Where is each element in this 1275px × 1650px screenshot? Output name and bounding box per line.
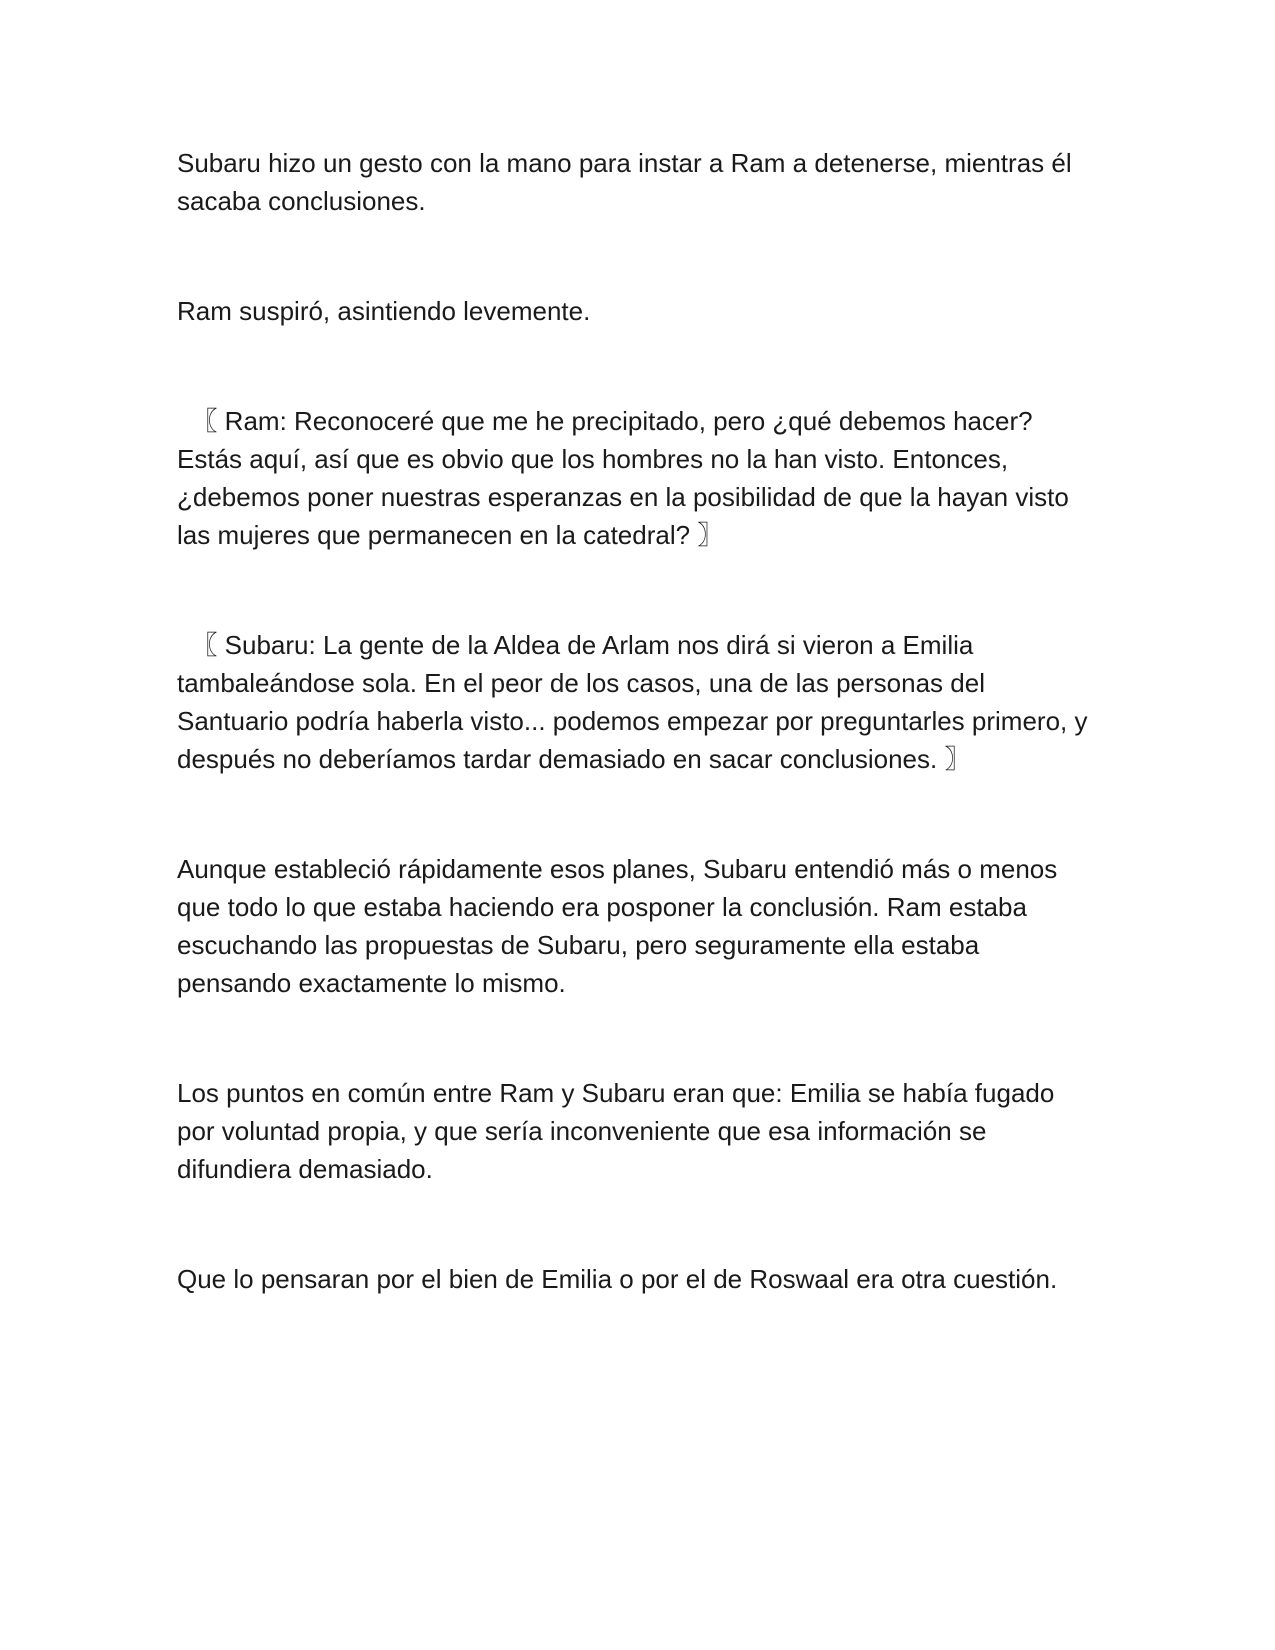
paragraph-2: Ram suspiró, asintiendo levemente.: [177, 296, 591, 326]
paragraph-spacer: [177, 330, 1097, 402]
document-body: [177, 144, 1097, 1298]
paragraph-1: Subaru hizo un gesto con la mano para instar a Ram a detenerse, mientras él sacaba conclusiones.: [177, 148, 1079, 216]
paragraph-5: Aunque estableció rápidamente esos planes, Subaru entendió más o menos que todo lo que estaba haciendo era posponer la conclusión. Ram estaba escuchando las propuestas de Subaru, pero seguramente ella estaba pensando exactamente lo mismo.: [177, 854, 1065, 998]
paragraph-4-dialogue-subaru: 〖 Subaru: La gente de la Aldea de Arlam nos dirá si vieron a Emilia tambaleándose sola. En el peor de los casos, una de las personas del Santuario podría haberla visto... podemos empezar por preguntarles primero, y después no deberíamos tardar demasiado en sacar conclusiones. 〗: [177, 630, 1095, 774]
paragraph-3-dialogue-ram: 〖 Ram: Reconoceré que me he precipitado, pero ¿qué debemos hacer? Estás aquí, así que es obvio que los hombres no la han visto. Entonces, ¿debemos poner nuestras esperanzas en la posibilidad de que la hayan visto las mujeres que permanecen en la catedral? 〗: [177, 406, 1077, 550]
paragraph-spacer: [177, 1002, 1097, 1074]
paragraph-spacer: [177, 220, 1097, 292]
paragraph-6: Los puntos en común entre Ram y Subaru eran que: Emilia se había fugado por voluntad propia, y que sería inconveniente que esa información se difundiera demasiado.: [177, 1078, 1062, 1184]
paragraph-7: Que lo pensaran por el bien de Emilia o por el de Roswaal era otra cuestión.: [177, 1264, 1058, 1294]
paragraph-spacer: [177, 778, 1097, 850]
paragraph-spacer: [177, 554, 1097, 626]
paragraph-spacer: [177, 1188, 1097, 1260]
